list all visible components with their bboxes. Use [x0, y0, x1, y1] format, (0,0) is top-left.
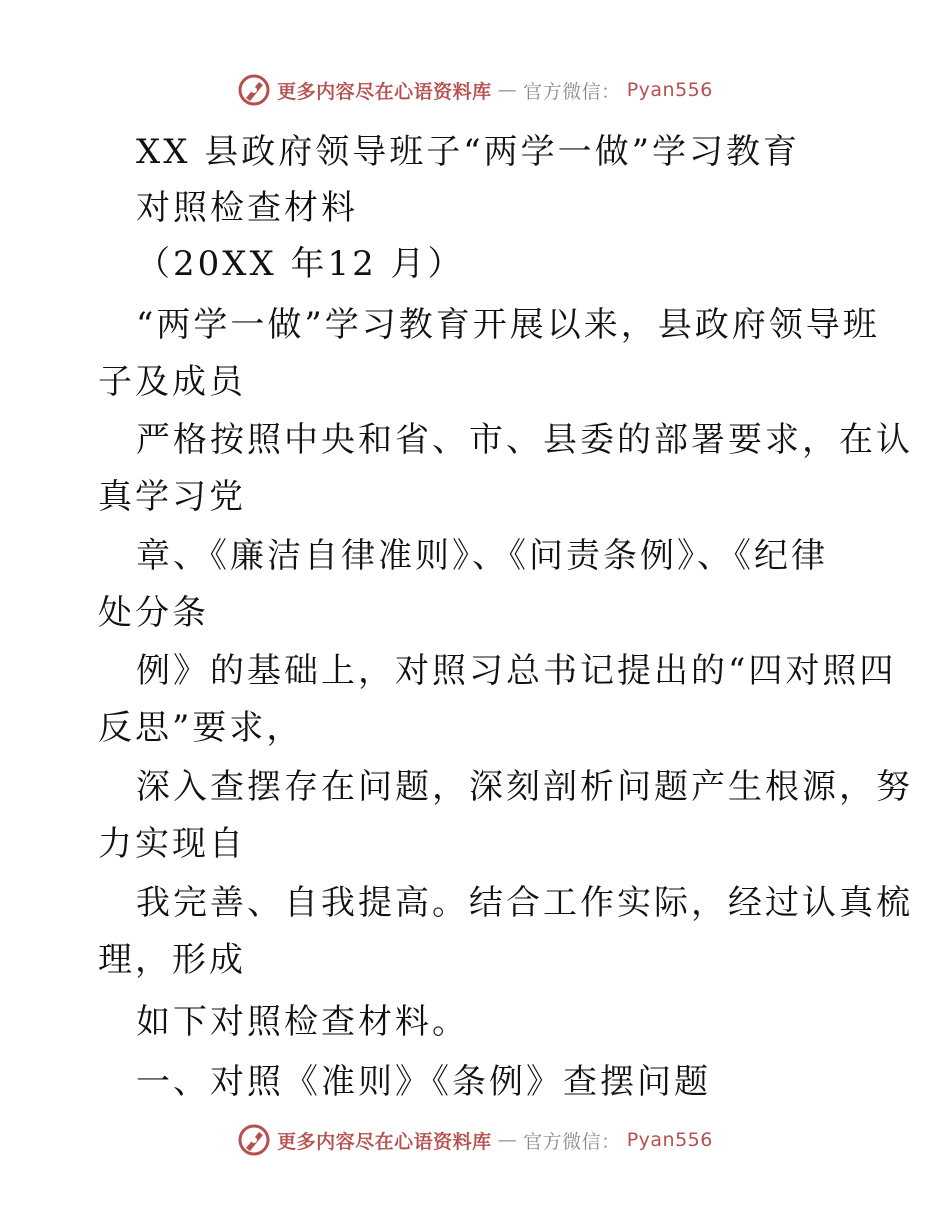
watermark-main-text: 更多内容尽在心语资料库: [277, 80, 492, 103]
watermark-sub-text: 官方微信：: [523, 80, 621, 103]
paragraph-line: 例》的基础上，对照习总书记提出的“四对照四: [136, 651, 897, 691]
paragraph-line: 力实现自: [98, 824, 246, 864]
paragraph-line: 子及成员: [98, 362, 246, 402]
footer-watermark: [0, 1120, 950, 1160]
watermark-id: Pyan556: [626, 1129, 713, 1151]
watermark-id: Pyan556: [626, 79, 713, 101]
watermark-main-text: 更多内容尽在心语资料库: [277, 1130, 492, 1153]
doc-date-line: （20XX 年12 月）: [136, 244, 465, 284]
pen-logo-icon: [237, 73, 271, 107]
section-heading: 一、对照《准则》《条例》查摆问题: [136, 1062, 711, 1102]
doc-title-line-1: XX 县政府领导班子“两学一做”学习教育: [136, 132, 800, 172]
paragraph-line: 处分条: [98, 593, 209, 633]
paragraph-line: 章、《廉洁自律准则》、《问责条例》、《纪律: [136, 536, 828, 576]
paragraph-line: 真学习党: [98, 477, 246, 517]
paragraph-line: 理，形成: [98, 940, 246, 980]
doc-title-line-2: 对照检查材料: [136, 188, 358, 228]
watermark-dash: —: [497, 1129, 518, 1151]
watermark-dash: —: [497, 79, 518, 101]
paragraph-line: 严格按照中央和省、市、县委的部署要求，在认: [136, 420, 913, 460]
header-watermark: [0, 70, 950, 110]
paragraph-line: 深入查摆存在问题，深刻剖析问题产生根源，努: [136, 767, 913, 807]
paragraph-line: 反思”要求，: [98, 708, 304, 748]
watermark-sub-text: 官方微信：: [523, 1130, 621, 1153]
paragraph-line: 我完善、自我提高。结合工作实际，经过认真梳: [136, 883, 913, 923]
pen-logo-icon: [237, 1123, 271, 1157]
paragraph-line: “两学一做”学习教育开展以来，县政府领导班: [136, 305, 880, 345]
paragraph-line: 如下对照检查材料。: [136, 1002, 469, 1042]
